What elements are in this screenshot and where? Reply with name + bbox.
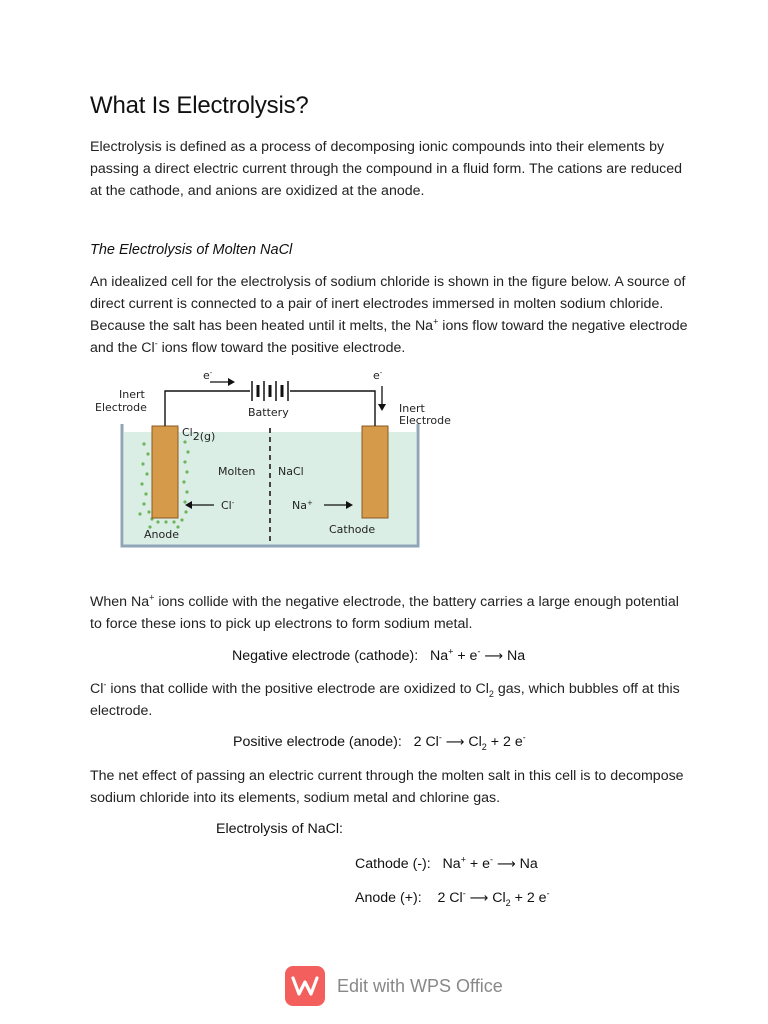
- electron-label-right: e-: [373, 369, 383, 382]
- anode-electrode: [152, 426, 178, 518]
- intro-paragraph: Electrolysis is defined as a process of decomposing ionic compounds into their elements by passing a direct electric current through the compound in a fluid form. The cations are reduced at the cathode, and anions are oxidized at the anode.: [90, 139, 682, 199]
- wps-edit-banner[interactable]: [285, 965, 503, 1007]
- anode-label: Anode: [144, 528, 179, 541]
- electron-label-left: e-: [203, 369, 213, 382]
- electrolysis-cell-diagram: [92, 364, 451, 554]
- cathode-electrode: [362, 426, 388, 518]
- inert-electrode-right-label: Inert: [399, 402, 425, 415]
- left-wire: [165, 391, 250, 426]
- page-title: What Is Electrolysis?: [90, 92, 309, 119]
- edit-with-wps-link[interactable]: Edit with WPS Office: [337, 975, 503, 996]
- reaction-arrow-icon: ⟶: [496, 856, 516, 871]
- summary-anode-equation: Anode (+): 2 Cl- ⟶ $Cl_2 + 2$ e-: [355, 888, 550, 908]
- sodium-ion-label: Na+: [292, 499, 313, 512]
- cell-description-paragraph: An idealized cell for the electrolysis of sodium chloride is shown in the figure below. A source of direct current is connected to a pair of inert electrodes immersed in molten sodium chloride. Because the salt has been heated until it melts, the Na+ ions flow toward the negative electrode and the Cl- ions flow toward the positive electrode.: [90, 274, 688, 356]
- wps-logo-icon[interactable]: [285, 966, 325, 1006]
- summary-heading: Electrolysis of NaCl:: [216, 821, 343, 837]
- anode-explanation-paragraph: Cl- ions that collide with the positive electrode are oxidized to $Cl_2$ gas, which bubbles off at this electrode.: [90, 679, 680, 719]
- negative-electrode-equation: Negative electrode (cathode): Na+ + e- ⟶ Na: [232, 646, 526, 664]
- arrowhead-icon: [228, 378, 235, 386]
- nacl-label: NaCl: [278, 465, 304, 478]
- chloride-ion-label: Cl-: [221, 499, 235, 512]
- inert-electrode-left-label: Inert: [119, 388, 145, 401]
- inert-electrode-left-label-2: Electrode: [95, 401, 147, 414]
- summary-cathode-equation: Cathode (-): Na+ + e- ⟶ Na: [355, 854, 538, 872]
- net-effect-paragraph: The net effect of passing an electric current through the molten salt in this cell is to decompose sodium chloride into its elements, sodium metal and chlorine gas.: [90, 768, 684, 806]
- electrolysis-cell-figure: [92, 364, 451, 554]
- cathode-explanation-paragraph: When Na+ ions collide with the negative electrode, the battery carries a large enough potential to force these ions to pick up electrons to form sodium metal.: [90, 592, 679, 632]
- battery-icon: [252, 381, 288, 401]
- inert-electrode-right-label-2: Electrode: [399, 414, 451, 427]
- battery-label: Battery: [248, 406, 289, 419]
- cathode-label: Cathode: [329, 523, 376, 536]
- wps-w-icon: [291, 975, 319, 997]
- reaction-arrow-icon: ⟶: [484, 648, 504, 663]
- arrowhead-icon: [378, 404, 386, 411]
- right-wire: [290, 391, 375, 426]
- reaction-arrow-icon: ⟶: [469, 890, 489, 905]
- positive-electrode-equation: Positive electrode (anode): 2 Cl- ⟶ $Cl_2 + 2$ e-: [233, 732, 526, 752]
- chlorine-gas-label: Cl2(g): [182, 426, 216, 443]
- reaction-arrow-icon: ⟶: [445, 734, 465, 749]
- section-heading: The Electrolysis of Molten NaCl: [90, 242, 293, 258]
- molten-label: Molten: [218, 465, 256, 478]
